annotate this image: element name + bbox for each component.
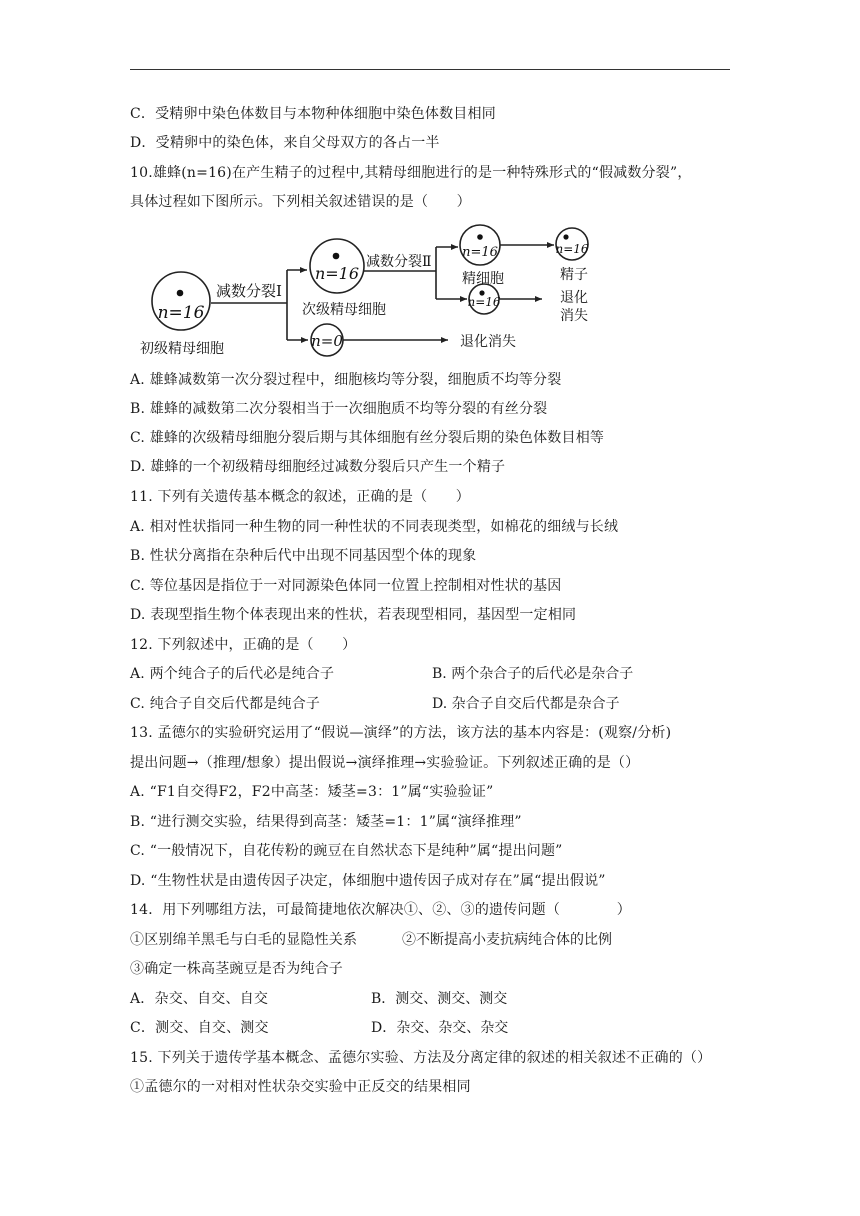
q10-option-d: D. 雄蜂的一个初级精母细胞经过减数分裂后只产生一个精子: [130, 459, 506, 475]
primary-nucleus: [177, 290, 184, 297]
q10-stem-line1: 10.雄蜂(n=16)在产生精子的过程中,其精母细胞进行的是一种特殊形式的“假减数分裂”，: [130, 165, 692, 181]
primary-cell-label: 初级精母细胞: [140, 341, 224, 357]
q14-option-c: C．测交、自交、测交: [130, 1020, 269, 1036]
degenerate-label-2: 消失: [560, 308, 588, 324]
q9-option-d: D．受精卵中的染色体，来自父母双方的各占一半: [130, 135, 440, 151]
null-cell-n: n=0: [311, 332, 343, 350]
q14-item-2: ②不断提高小麦抗病纯合体的比例: [402, 932, 612, 948]
q10-option-a: A. 雄蜂减数第一次分裂过程中，细胞核均等分裂，细胞质不均等分裂: [130, 372, 562, 388]
q14-option-b: B．测交、测交、测交: [371, 991, 508, 1007]
q11-option-a: A. 相对性状指同一种生物的同一种性状的不同表现类型，如棉花的细绒与长绒: [130, 519, 619, 535]
division-1-label: 减数分裂Ⅰ: [216, 282, 282, 300]
q10-stem-line2: 具体过程如下图所示。下列相关叙述错误的是（ ）: [130, 194, 471, 210]
q12-option-a: A. 两个纯合子的后代必是纯合子: [130, 666, 335, 682]
q13-stem-line2: 提出问题→（推理/想象）提出假说→演绎推理→实验验证。下列叙述正确的是（）: [130, 755, 640, 771]
secondary-nucleus: [333, 253, 340, 260]
q15-item-1: ①孟德尔的一对相对性状杂交实验中正反交的结果相同: [130, 1079, 471, 1095]
secondary-cell-label: 次级精母细胞: [302, 302, 386, 318]
degenerate-label-1: 退化: [560, 290, 588, 306]
q14-item-3: ③确定一株高茎豌豆是否为纯合子: [130, 961, 343, 977]
q11-option-b: B. 性状分离指在杂种后代中出现不同基因型个体的现象: [130, 548, 477, 564]
q12-option-d: D. 杂合子自交后代都是杂合子: [432, 696, 620, 712]
q11-option-d: D. 表现型指生物个体表现出来的性状，若表现型相同，基因型一定相同: [130, 607, 577, 623]
q14-stem: 14．用下列哪组方法，可最简捷地依次解决①、②、③的遗传问题（ ）: [130, 902, 632, 918]
spermatid-cell-n: n=16: [462, 245, 498, 260]
q15-stem: 15. 下列关于遗传学基本概念、孟德尔实验、方法及分离定律的叙述的相关叙述不正确的（）: [130, 1050, 712, 1066]
q10-option-c: C. 雄蜂的次级精母细胞分裂后期与其体细胞有丝分裂后期的染色体数目相等: [130, 430, 605, 446]
q12-option-c: C. 纯合子自交后代都是纯合子: [130, 696, 321, 712]
sperm-cell-n: n=16: [555, 242, 589, 256]
primary-cell-n: n=16: [157, 303, 205, 323]
q13-option-a: A. “F1自交得F2，F2中高茎：矮茎=3：1”属“实验验证”: [130, 784, 494, 800]
q9-option-c: C．受精卵中染色体数目与本物种体细胞中染色体数目相同: [130, 106, 496, 122]
q12-option-b: B. 两个杂合子的后代必是杂合子: [432, 666, 634, 682]
q13-stem-line1: 13. 孟德尔的实验研究运用了“假说—演绎”的方法，该方法的基本内容是：(观察/分析): [130, 725, 672, 741]
spermatid-nucleus: [477, 234, 483, 240]
q11-option-c: C. 等位基因是指位于一对同源染色体同一位置上控制相对性状的基因: [130, 578, 562, 594]
q14-option-a: A．杂交、自交、自交: [130, 991, 269, 1007]
q12-stem: 12. 下列叙述中，正确的是（ ）: [130, 637, 357, 653]
secondary-cell-n: n=16: [314, 264, 360, 283]
q13-option-b: B. “进行测交实验，结果得到高茎：矮茎=1：1”属“演绎推理”: [130, 814, 522, 830]
q14-option-d: D．杂交、杂交、杂交: [371, 1020, 509, 1036]
degenerating-cell-n: n=16: [467, 295, 501, 309]
sperm-label: 精子: [560, 267, 588, 283]
q10-option-b: B. 雄蜂的减数第二次分裂相当于一次细胞质不均等分裂的有丝分裂: [130, 401, 548, 417]
sperm-nucleus: [563, 234, 568, 239]
division-2-label: 减数分裂Ⅱ: [366, 254, 432, 270]
q13-option-c: C. “一般情况下，自花传粉的豌豆在自然状态下是纯种”属“提出问题”: [130, 843, 563, 859]
bee-meiosis-diagram: [0, 0, 860, 370]
spermatid-label: 精细胞: [462, 271, 504, 287]
q11-stem: 11. 下列有关遗传基本概念的叙述，正确的是（ ）: [130, 489, 470, 505]
null-fate-label: 退化消失: [460, 334, 516, 350]
q13-option-d: D. “生物性状是由遗传因子决定，体细胞中遗传因子成对存在”属“提出假说”: [130, 873, 606, 889]
q14-item-1: ①区别绵羊黑毛与白毛的显隐性关系: [130, 932, 358, 948]
